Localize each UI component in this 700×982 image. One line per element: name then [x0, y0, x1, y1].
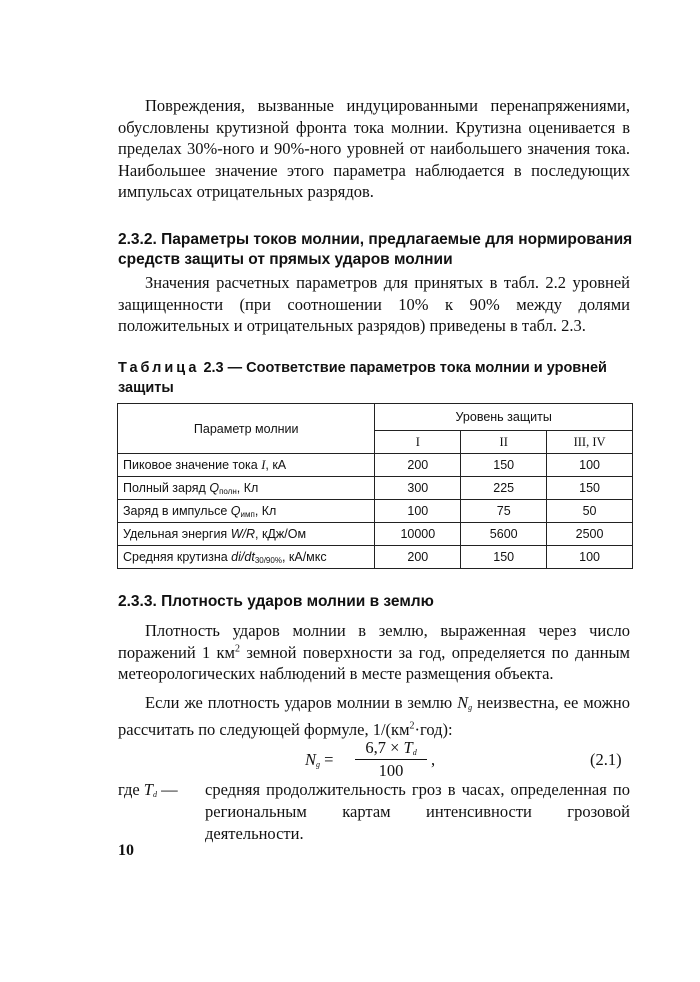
- level-header-1: I: [375, 431, 461, 454]
- formula-numerator: $6,7 \times T_d$: [355, 738, 427, 760]
- table-row: [118, 546, 633, 569]
- table-cell: 100: [375, 500, 461, 523]
- table-caption-label: Таблица: [118, 360, 200, 376]
- table-row: [118, 500, 633, 523]
- table-cell: 200: [375, 546, 461, 569]
- table-cell: 50: [547, 500, 633, 523]
- row-label: Удельная энергия W/R, кДж/Ом: [118, 523, 375, 546]
- table-caption-text: 2.3 — Соответствие параметров тока молнии и уровней защиты: [118, 360, 607, 396]
- table-row: [118, 477, 633, 500]
- table-cell: 200: [375, 454, 461, 477]
- formula-denominator: 100: [378, 761, 404, 780]
- table-cell: 100: [547, 546, 633, 569]
- level-header-3: III, IV: [547, 431, 633, 454]
- table-cell: 10000: [375, 523, 461, 546]
- row-label: Средняя крутизна $di/dt_{30/90\%}$, кА/мкс: [118, 546, 375, 569]
- level-header-2: II: [461, 431, 547, 454]
- where-clause: где $T_d$ —: [118, 780, 178, 799]
- intro-paragraph: Повреждения, вызванные индуцированными перенапряжениями, обусловлены крутизной фронта тока молнии. Крутизна оценивается в пределах 30%-ного и 90%-ного уровней от наибольшего значения тока. Наибольшее значение этого параметра наблюдается в последующих импульсах отрицательных разрядов.: [118, 96, 630, 201]
- table-cell: 150: [461, 454, 547, 477]
- table-cell: 5600: [461, 523, 547, 546]
- formula-comma: ,: [431, 750, 436, 769]
- table-row: [118, 454, 633, 477]
- table-cell: 300: [375, 477, 461, 500]
- table-cell: 150: [547, 477, 633, 500]
- formula-fraction: [355, 738, 427, 781]
- equation-number: (2.1): [590, 750, 622, 769]
- row-label: Пиковое значение тока I, кА: [118, 454, 375, 477]
- table-cell: 2500: [547, 523, 633, 546]
- table-cell: 75: [461, 500, 547, 523]
- table-cell: 100: [547, 454, 633, 477]
- page-number: 10: [118, 842, 134, 859]
- section-2-3-2-heading: 2.3.2. Параметры токов молнии, предлагаемые для нормирования средств защиты от прямых ударов молнии: [118, 231, 633, 268]
- table-row: [118, 523, 633, 546]
- section-2-3-3-paragraph-1: Плотность ударов молнии в землю, выраженная через число поражений 1 $км^2$ земной поверхности за год, определяется по данным метеорологических наблюдений в месте размещения объекта.: [118, 621, 630, 683]
- table-cell: 225: [461, 477, 547, 500]
- table-header-row: [118, 404, 633, 431]
- formula-lhs: $N_g$ =: [305, 750, 334, 769]
- section-2-3-2-paragraph: Значения расчетных параметров для принятых в табл. 2.2 уровней защищенности (при соотношении 10% к 90% между долями положительных и отрицательных разрядов) приведены в табл. 2.3.: [118, 273, 630, 335]
- param-column-header: Параметр молнии: [118, 404, 375, 454]
- row-label: Полный заряд $Q_{полн}$, Кл: [118, 477, 375, 500]
- level-column-header: Уровень защиты: [375, 404, 633, 431]
- section-2-3-3-heading: 2.3.3. Плотность ударов молнии в землю: [118, 593, 434, 610]
- section-2-3-3-paragraph-2: Если же плотность ударов молнии в землю $N_g$ неизвестна, ее можно рассчитать по следующей формуле, $1/(км^2\cdot год)$:: [118, 693, 630, 739]
- lightning-parameters-table: [117, 403, 633, 569]
- table-caption: [118, 358, 633, 398]
- where-definition: средняя продолжительность гроз в часах, определенная по региональным картам интенсивности грозовой деятельности.: [205, 780, 630, 843]
- table-cell: 150: [461, 546, 547, 569]
- row-label: Заряд в импульсе $Q_{имп}$, Кл: [118, 500, 375, 523]
